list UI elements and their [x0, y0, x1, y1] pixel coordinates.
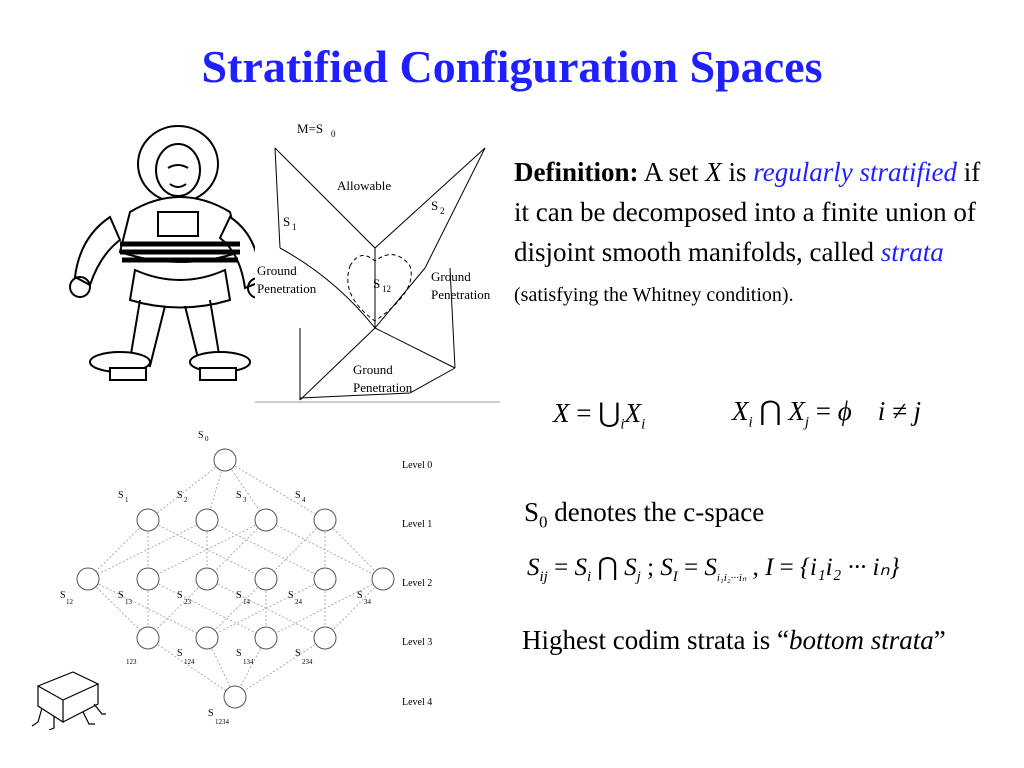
svg-text:1234: 1234 — [215, 718, 229, 726]
svg-text:12: 12 — [66, 598, 73, 606]
regularly-stratified-term: regularly stratified — [753, 157, 958, 187]
lattice-edge — [235, 638, 325, 697]
lattice-edge — [148, 638, 235, 697]
lattice-edge — [88, 520, 148, 579]
lattice-edge — [148, 579, 207, 638]
lattice-edge — [266, 520, 325, 579]
svg-text:2: 2 — [440, 206, 445, 216]
whitney-note: (satisfying the Whitney condition). — [514, 284, 794, 306]
lattice-node-level3-2 — [255, 627, 277, 649]
s0-description: $S_0$ denotes the c-space — [524, 497, 765, 532]
svg-text:1: 1 — [292, 222, 297, 232]
s2-node-label: S — [177, 490, 183, 501]
s1-label: S — [283, 214, 291, 229]
level-3-label: Level 3 — [402, 637, 433, 648]
s234-node-label: S — [295, 648, 301, 659]
svg-text:134: 134 — [243, 658, 254, 666]
box-robot-sketch — [28, 664, 112, 730]
allowable-boundary — [275, 148, 485, 248]
lattice-node-level2-1 — [137, 568, 159, 590]
svg-text:12: 12 — [382, 284, 391, 294]
s1-node-label: S — [118, 490, 124, 501]
s1234-node-label: S — [208, 708, 214, 719]
lattice-node-level2-2 — [196, 568, 218, 590]
svg-text:123: 123 — [126, 658, 137, 666]
lattice-node-level4-0 — [224, 686, 246, 708]
lattice-node-level2-5 — [372, 568, 394, 590]
lattice-node-level3-0 — [137, 627, 159, 649]
s34-node-label: S — [357, 590, 363, 601]
lattice-edge — [207, 520, 266, 579]
definition-label: Definition: — [514, 157, 639, 187]
robot-figure-illustration — [60, 122, 255, 384]
disjoint-equation: $X_i$ ⋂ $X_j = \phi$ i ≠ j — [732, 396, 922, 431]
s24-node-label: S — [288, 590, 294, 601]
s4-node-label: S — [295, 490, 301, 501]
m-label: M=S — [297, 121, 324, 136]
svg-text:124: 124 — [184, 658, 195, 666]
highest-codim-statement: Highest codim strata is “bottom strata” — [522, 625, 946, 655]
svg-text:0: 0 — [205, 435, 209, 443]
level-0-label: Level 0 — [402, 460, 433, 471]
lattice-edge — [207, 579, 266, 638]
svg-text:34: 34 — [364, 598, 371, 606]
svg-text:234: 234 — [302, 658, 313, 666]
s12-label: S — [373, 276, 381, 291]
ground-right-line1: Ground — [431, 269, 471, 284]
svg-text:24: 24 — [295, 598, 302, 606]
lattice-edge — [88, 579, 148, 638]
lattice-node-level2-3 — [255, 568, 277, 590]
lattice-node-level3-1 — [196, 627, 218, 649]
ground-left-line1: Ground — [257, 263, 297, 278]
ground-right-line2: Penetration — [431, 287, 491, 302]
lattice-node-level1-1 — [196, 509, 218, 531]
svg-text:4: 4 — [302, 496, 306, 504]
allowable-label: Allowable — [337, 178, 392, 193]
ground-left-line2: Penetration — [257, 281, 317, 296]
level-1-label: Level 1 — [402, 519, 433, 530]
union-equation: $X = ⋃_iX_i$ — [553, 398, 646, 433]
svg-text:23: 23 — [184, 598, 191, 606]
level-4-label: Level 4 — [402, 697, 433, 708]
svg-text:0: 0 — [331, 129, 336, 139]
lattice-edge — [325, 579, 383, 638]
s124-node-label: S — [177, 648, 183, 659]
s2-label: S — [431, 198, 439, 213]
s14-node-label: S — [236, 590, 242, 601]
lattice-node-level0-0 — [214, 449, 236, 471]
s23-node-label: S — [177, 590, 183, 601]
set-variable: X — [705, 157, 722, 187]
ground-bottom-line1: Ground — [353, 362, 393, 377]
level-2-label: Level 2 — [402, 578, 433, 589]
svg-text:1: 1 — [125, 496, 129, 504]
ground-bottom-line2: Penetration — [353, 380, 413, 395]
lattice-node-level1-2 — [255, 509, 277, 531]
svg-text:3: 3 — [243, 496, 247, 504]
definition-paragraph: Definition: A set X is regularly stratified if it can be decomposed into a finite union of disjoint smooth manifolds, called strata (satisfying the Whitney condition). — [514, 157, 981, 306]
lattice-node-level2-4 — [314, 568, 336, 590]
slide-title: Stratified Configuration Spaces — [201, 41, 823, 92]
s0-node-label: S — [198, 430, 204, 441]
stratification-diagram — [255, 118, 505, 406]
lattice-node-level3-3 — [314, 627, 336, 649]
s3-node-label: S — [236, 490, 242, 501]
s12-node-label: S — [60, 590, 66, 601]
lattice-node-level1-0 — [137, 509, 159, 531]
bottom-strata-term: bottom strata — [788, 625, 934, 655]
lattice-node-level2-0 — [77, 568, 99, 590]
s134-node-label: S — [236, 648, 242, 659]
lattice-edge — [325, 520, 383, 579]
s13-node-label: S — [118, 590, 124, 601]
strata-intersection-equation: $S_{ij} = S_i$ ⋂ $S_j$ ; $S_I = S_{i_1i_2\cdot\cdot\cdot i_n}$ , I = {i₁i₂ ··· iₙ} — [527, 554, 900, 585]
svg-text:2: 2 — [184, 496, 188, 504]
svg-text:13: 13 — [125, 598, 132, 606]
lattice-node-level1-3 — [314, 509, 336, 531]
svg-text:14: 14 — [243, 598, 250, 606]
strata-term: strata — [880, 237, 944, 267]
